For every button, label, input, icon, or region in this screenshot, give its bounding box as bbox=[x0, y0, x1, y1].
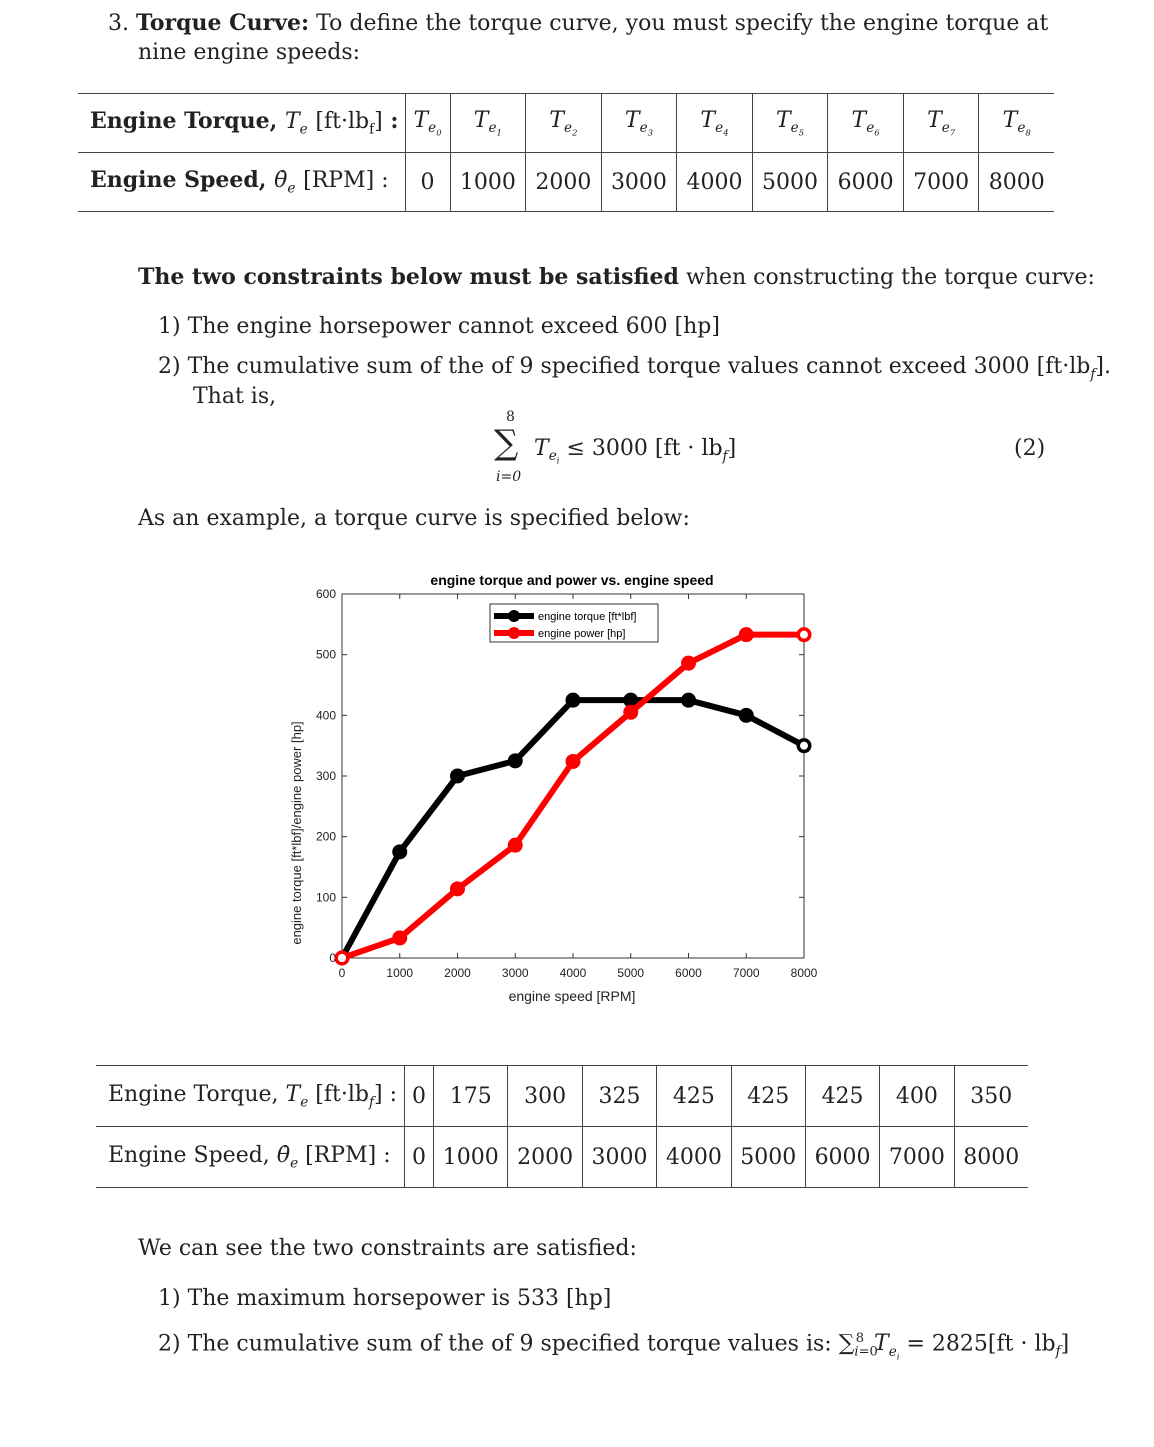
y-tick-label: 200 bbox=[315, 829, 336, 844]
example-torque-cell: 325 bbox=[582, 1066, 656, 1127]
intro-line-2: nine engine speeds: bbox=[138, 40, 361, 65]
constraint-item-1: 1) The engine horsepower cannot exceed 600 [hp] bbox=[158, 314, 720, 339]
spec-speed-cell: 7000 bbox=[903, 153, 979, 212]
data-point-0 bbox=[509, 754, 522, 767]
constraints-lead: The two constraints below must be satisfied when constructing the torque curve: bbox=[138, 264, 1095, 290]
example-torque-cell: 300 bbox=[508, 1066, 582, 1127]
legend-swatch-marker bbox=[508, 627, 520, 639]
data-point-0 bbox=[393, 845, 406, 858]
example-speed-cell: 5000 bbox=[731, 1127, 805, 1188]
y-tick-label: 400 bbox=[315, 708, 336, 723]
example-torque-cell: 400 bbox=[880, 1066, 954, 1127]
chart-legend bbox=[490, 604, 658, 642]
spec-speed-label: Engine Speed, $\thetȧ_e$ [RPM] : bbox=[78, 153, 405, 212]
conclusion-item-1: 1) The maximum horsepower is 533 [hp] bbox=[158, 1286, 612, 1311]
y-tick-label: 300 bbox=[315, 769, 336, 783]
eq-upper: 8 bbox=[506, 409, 515, 425]
spec-torque-cell: $T_{e_1}$ bbox=[450, 94, 526, 153]
spec-table bbox=[78, 93, 1054, 212]
x-tick-label: 7000 bbox=[732, 966, 760, 980]
spec-torque-cell: $T_{e_8}$ bbox=[979, 94, 1054, 153]
data-point-1 bbox=[393, 931, 406, 944]
x-tick-label: 6000 bbox=[675, 966, 702, 980]
example-torque-cell: 0 bbox=[405, 1066, 434, 1127]
legend-label: engine torque [ft*lbf] bbox=[538, 611, 637, 623]
legend-label: engine power [hp] bbox=[538, 628, 626, 640]
spec-speed-cell: 6000 bbox=[828, 153, 904, 212]
spec-speed-row bbox=[78, 153, 1054, 212]
spec-speed-cell: 4000 bbox=[677, 153, 753, 212]
data-point-1 bbox=[740, 628, 753, 641]
spec-torque-label: Engine Torque, $T_e$ $[ft\cdot lb_f]$ : bbox=[78, 94, 405, 153]
example-torque-cell: 425 bbox=[805, 1066, 879, 1127]
spec-torque-row bbox=[78, 94, 1054, 153]
spec-speed-cell: 0 bbox=[405, 153, 450, 212]
x-tick-label: 2000 bbox=[444, 966, 471, 980]
example-speed-cell: 1000 bbox=[434, 1127, 508, 1188]
y-tick-label: 500 bbox=[315, 647, 336, 662]
y-tick-label: 600 bbox=[315, 587, 336, 601]
data-point-0 bbox=[567, 694, 580, 707]
spec-speed-cell: 1000 bbox=[450, 153, 526, 212]
example-speed-cell: 2000 bbox=[508, 1127, 582, 1188]
conclusion-lead: We can see the two constraints are satisfied: bbox=[138, 1236, 637, 1261]
example-speed-cell: 6000 bbox=[805, 1127, 879, 1188]
spec-speed-cell: 8000 bbox=[979, 153, 1054, 212]
x-tick-label: 8000 bbox=[790, 966, 818, 980]
example-speed-cell: 0 bbox=[405, 1127, 434, 1188]
example-speed-cell: 3000 bbox=[582, 1127, 656, 1188]
spec-torque-cell: $T_{e_5}$ bbox=[752, 94, 828, 153]
eq-body: $T_{e_i} \le 3000$ $[ft \cdot lb_f]$ bbox=[534, 436, 737, 467]
x-tick-label: 4000 bbox=[559, 966, 587, 980]
spec-speed-cell: 5000 bbox=[752, 153, 828, 212]
spec-torque-unit: [ft·lb bbox=[315, 109, 370, 135]
chart-xlabel: engine speed [RPM] bbox=[508, 988, 636, 1004]
example-table bbox=[96, 1065, 1028, 1188]
data-point-1 bbox=[509, 839, 522, 852]
spec-torque-cell: $T_{e_6}$ bbox=[828, 94, 904, 153]
spec-torque-cell: $T_{e_2}$ bbox=[526, 94, 602, 153]
example-torque-cell: 350 bbox=[954, 1066, 1028, 1127]
data-point-0 bbox=[740, 709, 753, 722]
endpoint-marker bbox=[800, 742, 808, 750]
endpoint-marker bbox=[338, 954, 346, 962]
intro-line-1: To define the torque curve, you must specify the engine torque at bbox=[316, 11, 1049, 36]
example-speed-label: Engine Speed, $\thetȧ_e$ [RPM] : bbox=[96, 1127, 405, 1188]
data-point-1 bbox=[624, 706, 637, 719]
example-speed-row bbox=[96, 1127, 1028, 1188]
x-tick-label: 3000 bbox=[501, 966, 529, 980]
example-torque-cell: 425 bbox=[657, 1066, 731, 1127]
endpoint-marker bbox=[800, 631, 808, 639]
plot-frame bbox=[342, 594, 804, 958]
constraint-item-2-cont: That is, bbox=[193, 384, 277, 409]
spec-speed-cell: 3000 bbox=[601, 153, 677, 212]
spec-torque-cell: $T_{e_0}$ bbox=[405, 94, 450, 153]
example-speed-cell: 8000 bbox=[954, 1127, 1028, 1188]
data-point-1 bbox=[682, 657, 695, 670]
torque-power-chart bbox=[270, 560, 850, 1020]
constraint-item-2: 2) The cumulative sum of the of 9 specified torque values cannot exceed 3000 $[ft\cdot lb_f]$. bbox=[158, 354, 1111, 383]
data-point-0 bbox=[682, 694, 695, 707]
data-point-0 bbox=[451, 770, 464, 783]
chart-title: engine torque and power vs. engine speed bbox=[430, 572, 714, 588]
y-tick-label: 100 bbox=[315, 890, 336, 905]
x-tick-label: 1000 bbox=[386, 966, 414, 980]
conclusion-item-2: 2) The cumulative sum of the of 9 specified torque values is: $\sum_{i=0}^8$ $T_{e_i} = 2825[ft \cdot lb_f]$ bbox=[158, 1331, 1070, 1362]
y-tick-label: 0 bbox=[329, 951, 336, 965]
legend-swatch-marker bbox=[508, 610, 520, 622]
example-intro: As an example, a torque curve is specified below: bbox=[138, 506, 690, 531]
chart-ylabel: engine torque [ft*lbf]/engine power [hp] bbox=[289, 721, 304, 945]
example-torque-row bbox=[96, 1066, 1028, 1127]
example-torque-label: Engine Torque, $T_e$ $[ft\cdot lb_f]$ : bbox=[96, 1066, 405, 1127]
spec-torque-cell: $T_{e_7}$ bbox=[903, 94, 979, 153]
example-speed-cell: 4000 bbox=[657, 1127, 731, 1188]
section-intro bbox=[108, 8, 1048, 39]
eq-number: (2) bbox=[1014, 436, 1046, 461]
data-point-1 bbox=[451, 882, 464, 895]
spec-speed-cell: 2000 bbox=[526, 153, 602, 212]
example-speed-cell: 7000 bbox=[880, 1127, 954, 1188]
x-tick-label: 5000 bbox=[617, 966, 645, 980]
spec-torque-cell: $T_{e_4}$ bbox=[677, 94, 753, 153]
example-torque-cell: 425 bbox=[731, 1066, 805, 1127]
data-point-1 bbox=[567, 755, 580, 768]
section-number: 3. bbox=[108, 11, 129, 36]
example-torque-cell: 175 bbox=[434, 1066, 508, 1127]
eq-lower: i=0 bbox=[496, 469, 522, 485]
spec-torque-cell: $T_{e_3}$ bbox=[601, 94, 677, 153]
x-tick-label: 0 bbox=[338, 966, 346, 980]
sum-icon: ∑ bbox=[494, 423, 519, 463]
section-heading: Torque Curve: bbox=[136, 10, 310, 36]
